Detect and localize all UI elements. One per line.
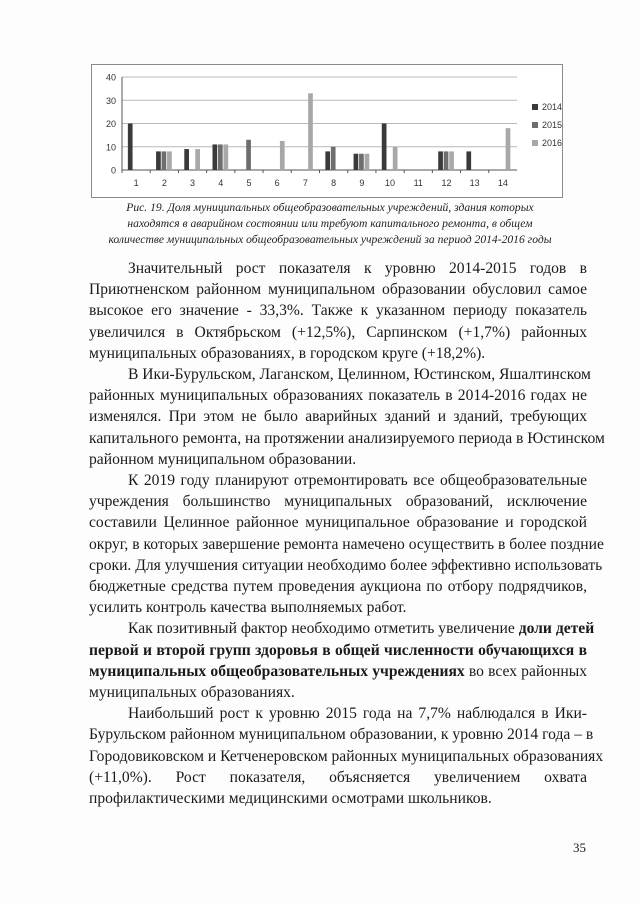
bar-2014-10 xyxy=(382,124,387,171)
legend-swatch xyxy=(532,122,538,128)
x-tick-label: 12 xyxy=(441,178,452,188)
bar-2016-10 xyxy=(393,147,398,170)
caption-line: количестве муниципальных общеобразовательных учреждений за период 2014-2016 годы xyxy=(108,233,552,246)
text-line: муниципальных образованиях. xyxy=(89,684,295,702)
legend-label: 2016 xyxy=(542,138,562,148)
text-line: сроки. Для улучшения ситуации необходимо более эффективно использовать xyxy=(89,556,603,574)
bar-2016-3 xyxy=(195,149,200,170)
x-tick-label: 11 xyxy=(413,178,423,188)
x-tick-label: 14 xyxy=(497,178,508,188)
text-line: К 2019 году планируют отремонтировать все общеобразовательные xyxy=(128,472,587,490)
text-line: Значительный рост показателя к уровню 2014-2015 годов в xyxy=(128,260,587,277)
legend-swatch xyxy=(532,104,538,110)
paragraph-5 xyxy=(89,703,604,809)
paragraph-4 xyxy=(89,618,595,703)
figure-caption xyxy=(70,200,590,248)
bar-2015-2 xyxy=(162,151,167,170)
text-line: учреждения большинство муниципальных образований, исключение xyxy=(89,493,587,511)
text-line: Наибольший рост к уровню 2015 года на 7,7% наблюдался в Ики- xyxy=(128,705,587,723)
bar-2014-13 xyxy=(466,151,471,170)
text-line xyxy=(89,640,587,661)
bar-2016-12 xyxy=(449,151,454,170)
text-line: бюджетные средства путем проведения аукциона по отбору подрядчиков, xyxy=(89,578,587,596)
bar-2016-9 xyxy=(365,154,370,170)
bar-2016-4 xyxy=(224,144,229,170)
text-line: составили Целинное районное муниципальное образование и городской xyxy=(89,514,587,532)
bar-2014-4 xyxy=(213,144,218,170)
x-tick-label: 3 xyxy=(190,178,196,188)
bold-text: муниципальных общеобразовательных учреждениях xyxy=(89,662,465,680)
paragraph-3 xyxy=(89,470,604,618)
page-number: 35 xyxy=(573,840,586,855)
bar-2015-5 xyxy=(246,140,251,170)
text-run: Как позитивный фактор необходимо отметить увеличение xyxy=(128,620,519,638)
text-line: капитального ремонта, на протяжении анализируемого периода в Юстинском xyxy=(89,429,605,447)
bar-2014-3 xyxy=(184,149,189,170)
legend-label: 2015 xyxy=(542,120,562,130)
bar-2014-9 xyxy=(354,154,359,170)
x-tick-label: 2 xyxy=(161,178,167,188)
x-tick-label: 9 xyxy=(359,178,365,188)
text-line: высокое его значение - 33,3%. Также к указанном периоду показатель xyxy=(89,302,587,320)
y-tick-label: 40 xyxy=(105,72,116,83)
legend-label: 2014 xyxy=(542,102,562,112)
bar-2014-12 xyxy=(438,151,443,170)
y-tick-label: 30 xyxy=(105,95,116,106)
body-text xyxy=(89,258,605,809)
bar-2015-9 xyxy=(359,154,364,170)
bold-text: доли детей xyxy=(518,620,595,638)
bar-2014-1 xyxy=(128,124,133,171)
bar-2016-2 xyxy=(167,151,172,170)
caption-line: Рис. 19. Доля муниципальных общеобразовательных учреждений, здания которых xyxy=(126,201,534,214)
bar-2014-8 xyxy=(325,151,330,170)
text-line xyxy=(89,618,595,639)
bar-2015-8 xyxy=(331,147,336,170)
bar-2015-12 xyxy=(444,151,449,170)
text-line: увеличился в Октябрьском (+12,5%), Сарпинском (+1,7%) районных xyxy=(89,323,587,341)
y-tick-label: 0 xyxy=(110,165,116,176)
paragraph-1 xyxy=(89,258,587,364)
x-tick-label: 7 xyxy=(302,178,308,188)
text-line: Приютненском районном муниципальном образовании обусловил самое xyxy=(89,281,587,299)
caption-line: находятся в аварийном состоянии или требуют капитального ремонта, в общем xyxy=(127,217,533,230)
text-line: округ, в которых завершение ремонта намечено осуществить в более поздние xyxy=(89,535,604,553)
text-line: районном муниципальном образовании. xyxy=(89,450,357,468)
bold-text: первой и второй групп здоровья в общей численности обучающихся в xyxy=(89,641,587,659)
bar-chart xyxy=(91,64,563,198)
x-tick-label: 8 xyxy=(331,178,337,188)
text-line: муниципальных образованиях, в городском круге (+18,2%). xyxy=(89,344,486,362)
text-line: изменялся. При этом не было аварийных зданий и зданий, требующих xyxy=(89,408,587,426)
x-tick-label: 4 xyxy=(218,178,224,188)
text-line: усилить контроль качества выполняемых работ. xyxy=(89,599,407,617)
text-line: (+11,0%). Рост показателя, объясняется увеличением охвата xyxy=(89,768,587,786)
paragraph-2 xyxy=(89,364,605,470)
y-tick-label: 10 xyxy=(105,142,116,153)
text-line: профилактическими медицинскими осмотрами школьников. xyxy=(89,790,492,808)
x-tick-label: 6 xyxy=(274,178,280,188)
bar-2016-7 xyxy=(308,93,313,170)
text-line: В Ики-Бурульском, Лаганском, Целинном, Юстинском, Яшалтинском xyxy=(128,366,591,384)
x-tick-label: 13 xyxy=(469,178,480,188)
text-line xyxy=(89,661,587,682)
y-tick-label: 20 xyxy=(105,119,116,129)
x-tick-label: 5 xyxy=(246,178,252,188)
x-tick-label: 1 xyxy=(133,178,139,188)
text-run: во всех районных xyxy=(464,662,587,680)
legend-swatch xyxy=(532,140,538,146)
bar-2014-2 xyxy=(156,151,161,170)
text-line: районных муниципальных образованиях показатель в 2014-2016 годах не xyxy=(89,387,587,405)
bar-2016-14 xyxy=(506,128,511,170)
text-line: Бурульском районном муниципальном образовании, к уровню 2014 года – в xyxy=(89,726,594,744)
bar-2016-6 xyxy=(280,141,285,170)
x-tick-label: 10 xyxy=(385,178,396,188)
chart-canvas xyxy=(92,65,562,197)
bar-2015-4 xyxy=(218,144,223,170)
text-line: Городовиковском и Кетченеровском районных муниципальных образованиях xyxy=(89,747,604,765)
